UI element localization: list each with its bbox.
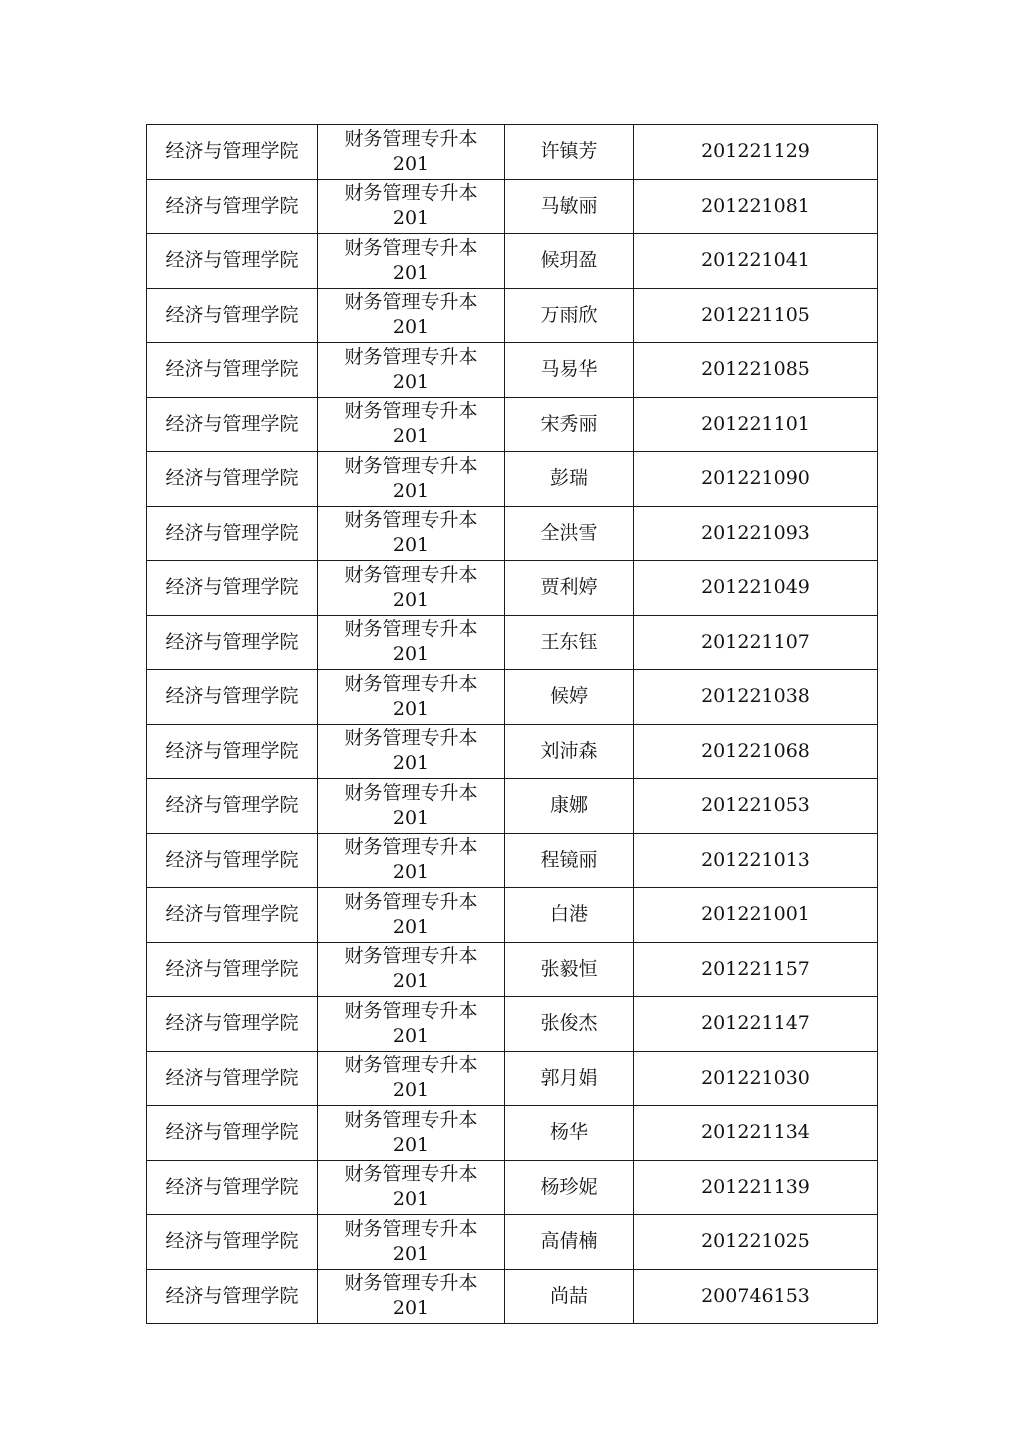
table-row [147,942,878,997]
class-number-text: 201 [392,316,430,339]
major-text: 财务管理专升本 [344,563,478,586]
major-text: 财务管理专升本 [344,781,478,804]
student-id-cell: 201221093 [634,506,878,561]
class-number-text: 201 [392,806,430,829]
major-text: 财务管理专升本 [344,999,478,1022]
major-class-cell [318,942,505,997]
major-text: 财务管理专升本 [344,1108,478,1131]
major-class-cell [318,670,505,725]
college-cell: 经济与管理学院 [147,234,318,289]
major-class-cell [318,561,505,616]
student-name-cell: 尚喆 [505,1269,634,1324]
student-name-cell: 白港 [505,888,634,943]
class-number-text: 201 [392,1024,430,1047]
major-text: 财务管理专升本 [344,182,478,205]
student-name-cell: 程镜丽 [505,833,634,888]
major-class-cell [318,397,505,452]
class-number-text: 201 [392,534,430,557]
major-class-cell [318,833,505,888]
college-cell: 经济与管理学院 [147,670,318,725]
table-row [147,1215,878,1270]
class-number-text: 201 [392,752,430,775]
table-row [147,1051,878,1106]
class-number-text: 201 [392,588,430,611]
student-name-cell: 彭瑞 [505,452,634,507]
class-number-text: 201 [392,1079,430,1102]
college-cell: 经济与管理学院 [147,615,318,670]
table-row [147,343,878,398]
student-name-cell: 张俊杰 [505,997,634,1052]
student-name-cell: 杨华 [505,1106,634,1161]
college-cell: 经济与管理学院 [147,125,318,180]
table-row [147,833,878,888]
major-text: 财务管理专升本 [344,400,478,423]
student-id-cell: 201221049 [634,561,878,616]
college-cell: 经济与管理学院 [147,179,318,234]
class-number-text: 201 [392,479,430,502]
table-row [147,506,878,561]
major-text: 财务管理专升本 [344,727,478,750]
student-id-cell: 201221107 [634,615,878,670]
student-id-cell: 201221041 [634,234,878,289]
major-class-cell [318,452,505,507]
major-text: 财务管理专升本 [344,236,478,259]
student-name-cell: 候玥盈 [505,234,634,289]
college-cell: 经济与管理学院 [147,561,318,616]
student-id-cell: 201221085 [634,343,878,398]
major-text: 财务管理专升本 [344,1272,478,1295]
class-number-text: 201 [392,643,430,666]
college-cell: 经济与管理学院 [147,452,318,507]
roster-table-body [147,125,878,1324]
student-name-cell: 杨珍妮 [505,1160,634,1215]
major-class-cell [318,234,505,289]
table-row [147,1269,878,1324]
major-text: 财务管理专升本 [344,890,478,913]
student-id-cell: 201221090 [634,452,878,507]
college-cell: 经济与管理学院 [147,997,318,1052]
student-id-cell: 201221105 [634,288,878,343]
college-cell: 经济与管理学院 [147,1269,318,1324]
class-number-text: 201 [392,861,430,884]
major-text: 财务管理专升本 [344,454,478,477]
major-class-cell [318,288,505,343]
major-class-cell [318,506,505,561]
college-cell: 经济与管理学院 [147,1051,318,1106]
major-text: 财务管理专升本 [344,945,478,968]
college-cell: 经济与管理学院 [147,288,318,343]
college-cell: 经济与管理学院 [147,779,318,834]
student-id-cell: 201221129 [634,125,878,180]
major-text: 财务管理专升本 [344,1054,478,1077]
major-class-cell [318,343,505,398]
student-id-cell: 200746153 [634,1269,878,1324]
table-row [147,615,878,670]
major-class-cell [318,1269,505,1324]
table-row [147,1160,878,1215]
major-class-cell [318,724,505,779]
student-name-cell: 候婷 [505,670,634,725]
major-class-cell [318,1215,505,1270]
student-name-cell: 许镇芳 [505,125,634,180]
student-name-cell: 郭月娟 [505,1051,634,1106]
college-cell: 经济与管理学院 [147,942,318,997]
major-text: 财务管理专升本 [344,509,478,532]
table-row [147,561,878,616]
class-number-text: 201 [392,261,430,284]
student-name-cell: 刘沛森 [505,724,634,779]
student-id-cell: 201221157 [634,942,878,997]
student-name-cell: 全洪雪 [505,506,634,561]
college-cell: 经济与管理学院 [147,833,318,888]
major-text: 财务管理专升本 [344,127,478,150]
student-name-cell: 马敏丽 [505,179,634,234]
class-number-text: 201 [392,370,430,393]
class-number-text: 201 [392,152,430,175]
student-name-cell: 宋秀丽 [505,397,634,452]
table-row [147,125,878,180]
college-cell: 经济与管理学院 [147,1106,318,1161]
major-class-cell [318,779,505,834]
student-id-cell: 201221101 [634,397,878,452]
table-row [147,779,878,834]
major-class-cell [318,179,505,234]
student-id-cell: 201221038 [634,670,878,725]
college-cell: 经济与管理学院 [147,1215,318,1270]
table-row [147,1106,878,1161]
student-id-cell: 201221068 [634,724,878,779]
class-number-text: 201 [392,425,430,448]
student-name-cell: 康娜 [505,779,634,834]
student-name-cell: 马易华 [505,343,634,398]
major-text: 财务管理专升本 [344,1217,478,1240]
college-cell: 经济与管理学院 [147,397,318,452]
student-name-cell: 贾利婷 [505,561,634,616]
student-roster-table [146,124,878,1324]
college-cell: 经济与管理学院 [147,1160,318,1215]
major-text: 财务管理专升本 [344,618,478,641]
major-class-cell [318,1160,505,1215]
table-row [147,997,878,1052]
table-row [147,452,878,507]
major-class-cell [318,997,505,1052]
student-name-cell: 张毅恒 [505,942,634,997]
college-cell: 经济与管理学院 [147,888,318,943]
table-row [147,724,878,779]
student-id-cell: 201221025 [634,1215,878,1270]
student-id-cell: 201221081 [634,179,878,234]
major-text: 财务管理专升本 [344,672,478,695]
table-row [147,888,878,943]
class-number-text: 201 [392,1188,430,1211]
student-name-cell: 王东钰 [505,615,634,670]
student-name-cell: 万雨欣 [505,288,634,343]
class-number-text: 201 [392,915,430,938]
table-row [147,234,878,289]
student-id-cell: 201221134 [634,1106,878,1161]
student-id-cell: 201221139 [634,1160,878,1215]
college-cell: 经济与管理学院 [147,724,318,779]
class-number-text: 201 [392,207,430,230]
class-number-text: 201 [392,1242,430,1265]
college-cell: 经济与管理学院 [147,343,318,398]
student-id-cell: 201221030 [634,1051,878,1106]
major-text: 财务管理专升本 [344,291,478,314]
student-id-cell: 201221013 [634,833,878,888]
table-row [147,179,878,234]
major-class-cell [318,888,505,943]
student-name-cell: 高倩楠 [505,1215,634,1270]
class-number-text: 201 [392,1133,430,1156]
student-id-cell: 201221001 [634,888,878,943]
major-text: 财务管理专升本 [344,1163,478,1186]
class-number-text: 201 [392,697,430,720]
major-class-cell [318,1106,505,1161]
major-text: 财务管理专升本 [344,345,478,368]
class-number-text: 201 [392,970,430,993]
major-class-cell [318,125,505,180]
major-text: 财务管理专升本 [344,836,478,859]
table-row [147,670,878,725]
student-id-cell: 201221053 [634,779,878,834]
class-number-text: 201 [392,1297,430,1320]
major-class-cell [318,1051,505,1106]
student-id-cell: 201221147 [634,997,878,1052]
table-row [147,397,878,452]
college-cell: 经济与管理学院 [147,506,318,561]
major-class-cell [318,615,505,670]
table-row [147,288,878,343]
